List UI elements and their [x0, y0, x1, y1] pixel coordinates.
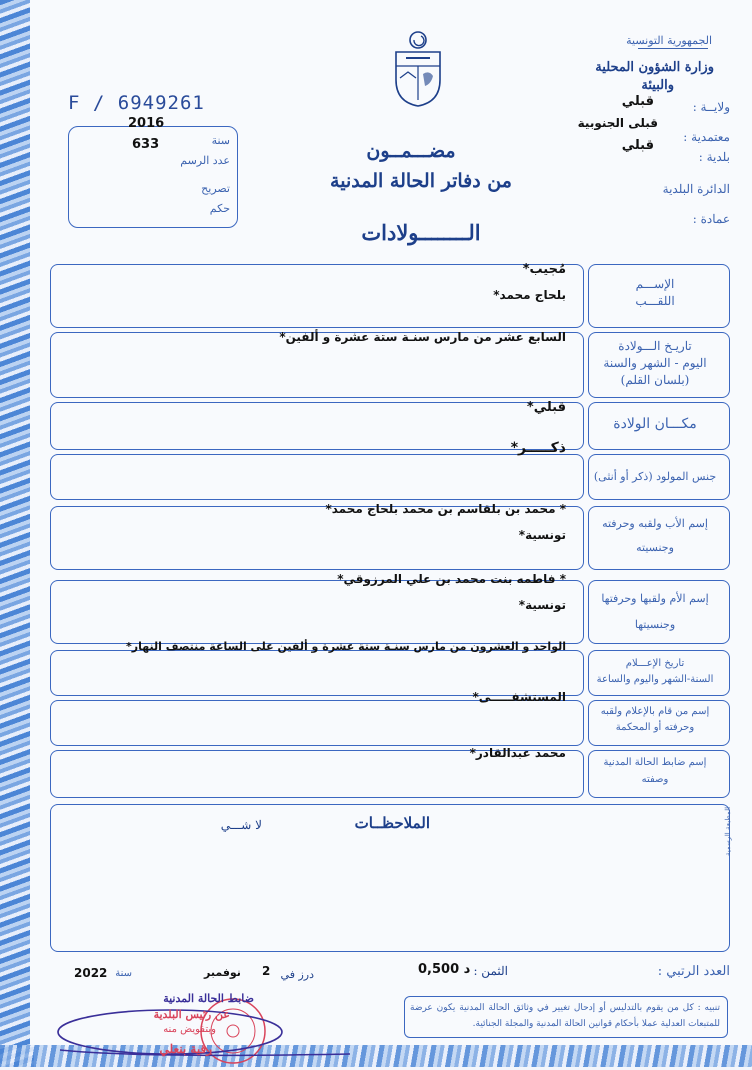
motamadia-label: معتمدية :: [683, 130, 730, 144]
registry-label: العدد الرتبي :: [657, 964, 730, 979]
stamp-line2: وبتفويض منه: [163, 1024, 216, 1035]
act-number-value: 633: [132, 137, 160, 152]
birthplace-value: قبلي*: [526, 400, 566, 415]
wilaya-value: قبلي: [621, 94, 654, 109]
sex-value-box: [50, 454, 584, 500]
date-month: نوفمبر: [204, 966, 241, 979]
mother-value-box: [50, 580, 584, 644]
price-label: الثمن :: [473, 964, 508, 978]
officer-label: إسم ضابط الحالة المدنية وصفته: [603, 757, 707, 785]
mother-value: * فاطمه بنت محمد بن علي المرزوقي*: [337, 572, 566, 586]
judgment-label: حكم: [209, 202, 230, 215]
last-name-value: بلحاج محمد*: [493, 288, 566, 302]
birthplace-value-box: [50, 402, 584, 450]
father-nationality-value: تونسية*: [518, 528, 566, 542]
declarant-label: إسم من قام بالإعلام ولقبه وحرفته أو المحكمة: [600, 706, 710, 733]
section-title: الــــــــولادات: [361, 220, 481, 245]
header-divider: [638, 48, 708, 49]
republic-heading: الجمهورية التونسية: [626, 34, 712, 47]
wilaya-label: ولايــة :: [692, 100, 730, 114]
date-day: 2: [262, 964, 271, 978]
officer-value: محمد عبدالقادر*: [469, 746, 566, 760]
title-line1: مضـــمــون: [366, 140, 456, 162]
remarks-value: لا شـــي: [220, 818, 262, 832]
birthdate-label: تاريـخ الـــولادة اليوم - الشهر والسنة (بلسان القلم): [603, 339, 707, 387]
stamp-line1: عن رئيس البلدية: [153, 1008, 230, 1021]
year-value: 2016: [128, 116, 165, 131]
stamp-title: ضابط الحالة المدنية: [163, 992, 254, 1005]
price-value: 0,500 د: [418, 962, 471, 977]
declaration-label: تصريح: [201, 182, 230, 195]
declarant-value: المستشفـــــى*: [472, 690, 566, 704]
motamadia-value: قبلى الجنوبية: [577, 116, 658, 130]
daira-label: الدائرة البلدية: [662, 182, 730, 196]
title-line2: من دفاتر الحالة المدنية: [330, 170, 512, 192]
mother-label: إسم الأم ولقبها وحرفتها وجنسيتها: [601, 592, 709, 631]
birthplace-label: مكـــان الولادة: [613, 416, 697, 432]
date-prefix: درز في: [280, 968, 314, 981]
ministry-heading: وزارة الشؤون المحلية: [595, 60, 714, 75]
birthdate-value: السابع عشر من مارس سنـة ستة عشرة و ألفين*: [279, 330, 566, 344]
sex-label: جنس المولود (ذكر أو أنثى): [593, 470, 717, 483]
year-label-footer: سنة: [115, 968, 132, 979]
mother-nationality-value: تونسية*: [518, 598, 566, 612]
declarant-value-box: [50, 700, 584, 746]
act-number-label: عدد الرسم: [180, 154, 230, 167]
coat-of-arms-icon: [390, 30, 446, 110]
baladia-value: قبلي: [621, 138, 654, 153]
omada-label: عمادة :: [692, 212, 730, 226]
remarks-label: الملاحظــات: [354, 814, 430, 832]
father-value: * محمد بن بلقاسم بن محمد بلحاج محمد*: [325, 502, 566, 516]
signature-name: رقية بنعلي: [159, 1042, 212, 1056]
print-code: المطبعة الرسمية: [724, 806, 732, 856]
declaration-date-value: الواحد و العشرون من مارس سنـة ستة عشرة و ألفين على الساعة منتصف النهار*: [126, 640, 566, 653]
ministry-heading-2: والبيئة: [641, 78, 674, 93]
serial-number: F / 6949261: [68, 92, 205, 114]
baladia-label: بلدية :: [698, 150, 730, 164]
notice-text: تنبيه : كل من يقوم بالتدليس أو إدحال تغيير في وثائق الحالة المدنية يكون عرضة للمتبعات العدلية عملا بأحكام قوانين الحالة المدنية والمجلة الجنائية.: [410, 1003, 720, 1029]
name-label: الإســـم اللقـــب: [635, 277, 675, 308]
father-label: إسم الأب ولقبه وحرفته وجنسيته: [602, 517, 708, 554]
first-name-value: مُجيب*: [522, 262, 566, 277]
year-label: سنة: [211, 134, 230, 147]
year-value-footer: 2022: [74, 966, 108, 980]
declaration-date-label: تاريخ الإعـــلام السنة-الشهر واليوم والساعة: [596, 658, 714, 685]
sex-value: ذكـــــر*: [510, 440, 566, 456]
